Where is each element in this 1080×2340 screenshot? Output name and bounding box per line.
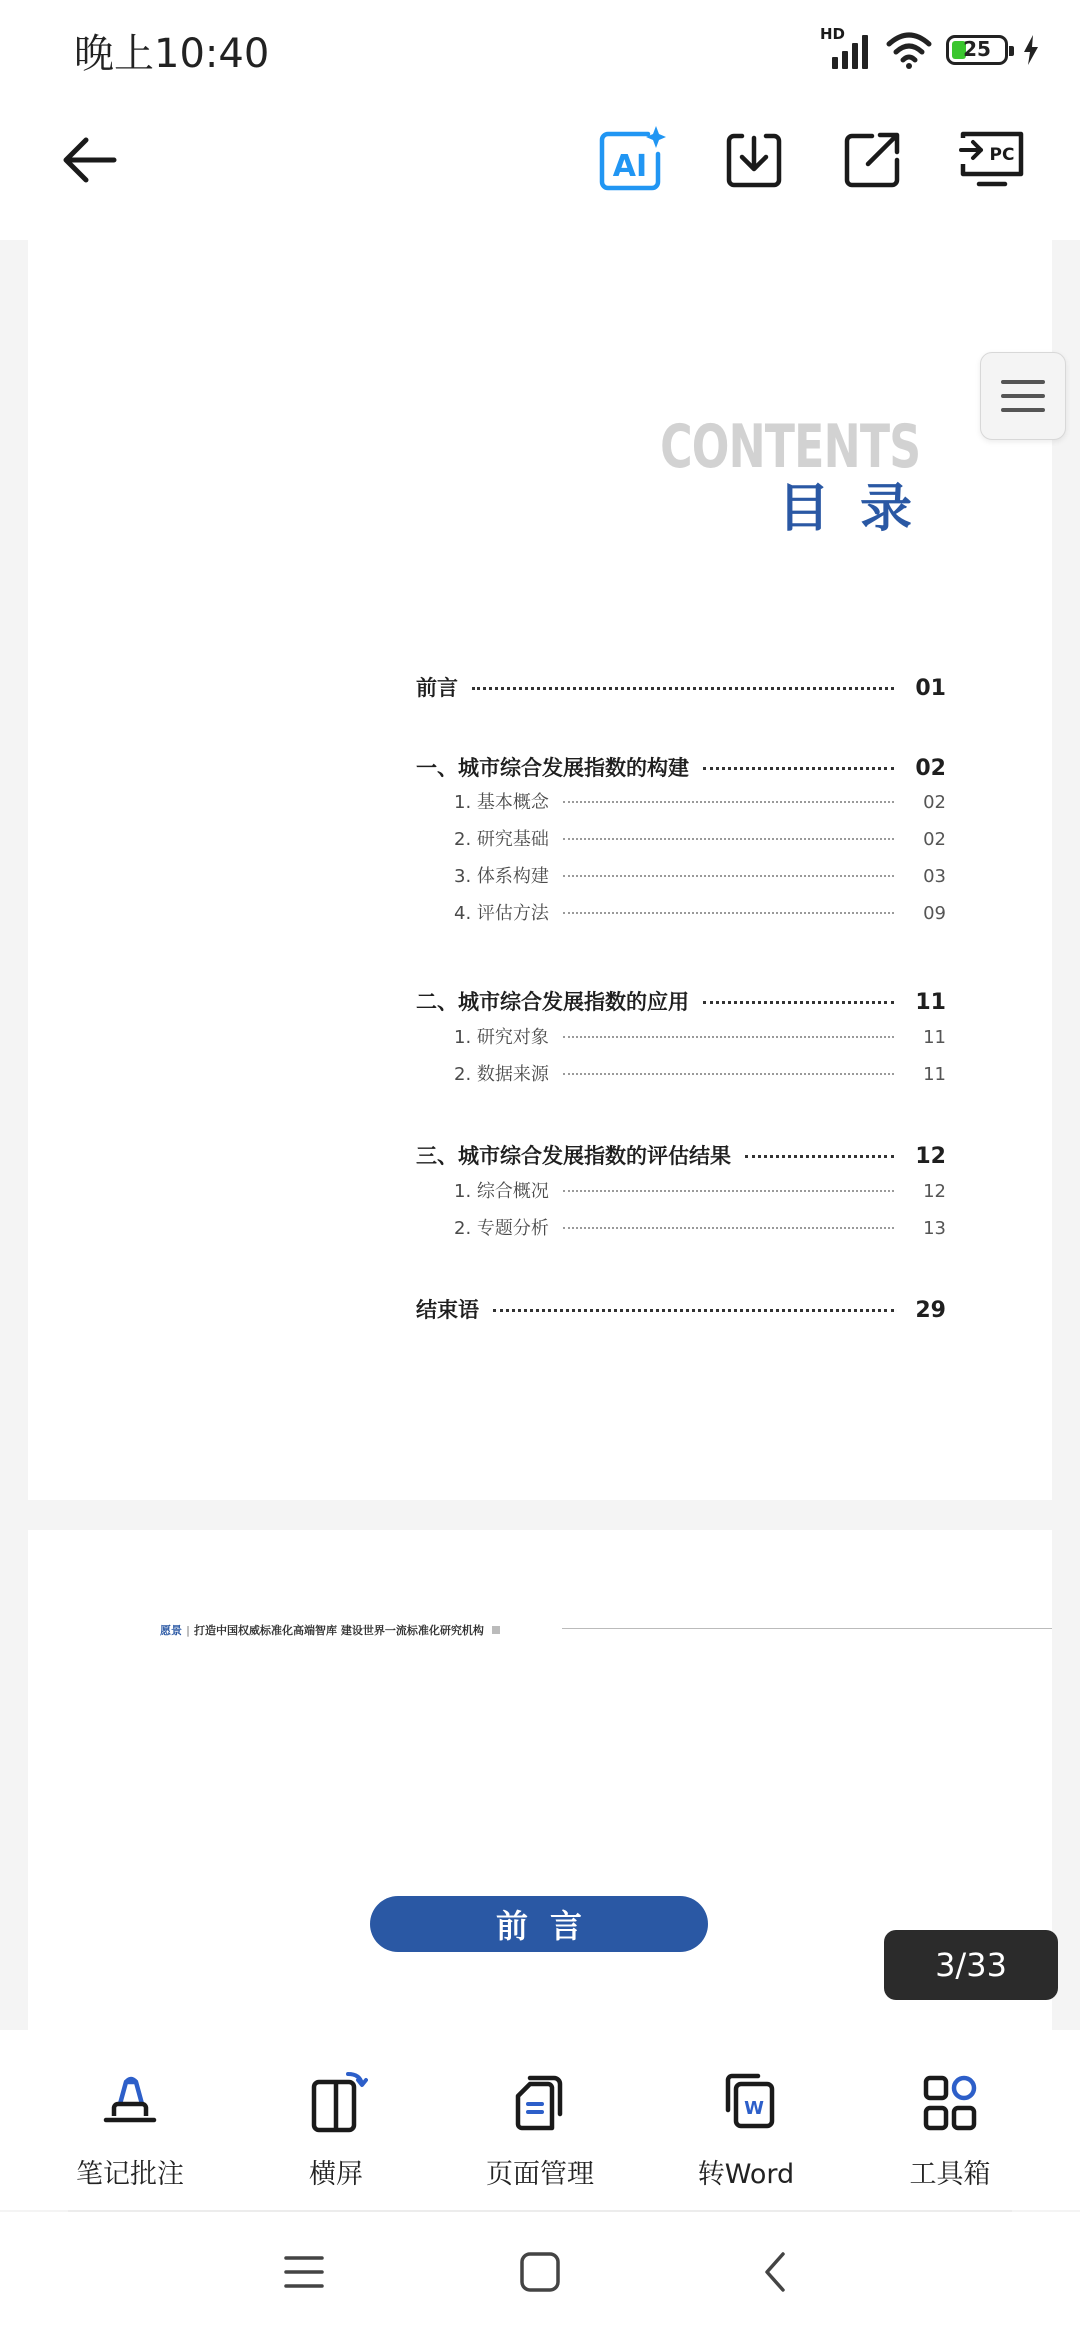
- toc-entry[interactable]: [416, 899, 946, 925]
- rotate-screen-icon: [304, 2070, 368, 2134]
- charging-icon: [1022, 35, 1040, 65]
- vision-tagline: [160, 1622, 500, 1638]
- ai-sparkle-icon: [598, 126, 666, 194]
- toc-entry-label: 1. 研究对象: [454, 1027, 549, 1048]
- toc-entry-label: 1. 综合概况: [454, 1181, 549, 1202]
- toc-entry-label: 2. 数据来源: [454, 1064, 549, 1085]
- toc-entry[interactable]: [416, 1214, 946, 1240]
- toc-entry[interactable]: [416, 862, 946, 888]
- toc-leader-dots: [563, 1035, 894, 1038]
- toc-entry-label: 结束语: [416, 1298, 479, 1322]
- toc-entry[interactable]: [416, 1140, 946, 1170]
- back-chevron-icon: [761, 2250, 791, 2294]
- toc-entry-page: 09: [923, 903, 946, 924]
- toc-entry-label: 三、城市综合发展指数的评估结果: [416, 1144, 731, 1168]
- toc-leader-dots: [493, 1308, 894, 1312]
- annotate-button[interactable]: [30, 2070, 230, 2200]
- download-button[interactable]: [718, 124, 790, 196]
- contents-heading-en: CONTENTS: [659, 412, 920, 482]
- landscape-button[interactable]: [236, 2070, 436, 2200]
- toc-entry[interactable]: [416, 752, 946, 782]
- tagline-separator: |: [186, 1623, 191, 1637]
- toc-entry-page: 11: [923, 1064, 946, 1085]
- toc-entry-label: 3. 体系构建: [454, 866, 549, 887]
- document-page-contents: [28, 240, 1052, 1500]
- battery-level: 25: [963, 37, 991, 61]
- document-viewer[interactable]: [0, 240, 1080, 2030]
- toc-entry[interactable]: [416, 1060, 946, 1086]
- page-manage-button[interactable]: [440, 2070, 640, 2200]
- toc-leader-dots: [703, 1000, 894, 1004]
- home-icon: [518, 2250, 562, 2294]
- toc-leader-dots: [563, 1072, 894, 1075]
- annotate-icon: [98, 2070, 162, 2134]
- toc-entry[interactable]: [416, 1023, 946, 1049]
- toc-entry-label: 一、城市综合发展指数的构建: [416, 756, 689, 780]
- annotate-label: 笔记批注: [76, 2159, 184, 2190]
- menu-lines-icon: [1001, 376, 1045, 416]
- top-toolbar: [0, 96, 1080, 240]
- tagline-marker: [492, 1626, 500, 1634]
- landscape-label: 横屏: [309, 2159, 363, 2190]
- toc-entry-label: 2. 研究基础: [454, 829, 549, 850]
- download-icon: [724, 130, 784, 190]
- toc-leader-dots: [563, 837, 894, 840]
- page-manage-icon: [508, 2070, 572, 2134]
- preface-title: 前言: [370, 1896, 708, 1952]
- toc-entry[interactable]: [416, 825, 946, 851]
- toc-entry-label: 二、城市综合发展指数的应用: [416, 990, 689, 1014]
- toc-entry-page: 11: [915, 990, 946, 1015]
- convert-word-icon: [714, 2070, 778, 2134]
- tagline-text: 打造中国权威标准化高端智库 建设世界一流标准化研究机构: [194, 1624, 484, 1637]
- back-button[interactable]: [52, 124, 124, 196]
- tagline-rule: [562, 1628, 1052, 1629]
- toc-entry[interactable]: [416, 1177, 946, 1203]
- word-badge: W: [744, 2098, 764, 2119]
- system-nav-bar: [0, 2212, 1080, 2340]
- convert-word-label: 转Word: [697, 2159, 795, 2190]
- toolbox-icon: [918, 2070, 982, 2134]
- status-time: 晚上10:40: [74, 31, 270, 77]
- toolbox-label: 工具箱: [909, 2159, 991, 2190]
- ai-label: AI: [612, 149, 648, 184]
- toc-leader-dots: [472, 686, 894, 690]
- toc-leader-dots: [563, 800, 894, 803]
- toc-entry[interactable]: [416, 788, 946, 814]
- recents-icon: [282, 2252, 326, 2292]
- nav-back-button[interactable]: [746, 2242, 806, 2302]
- toc-entry[interactable]: [416, 986, 946, 1016]
- toc-leader-dots: [563, 1189, 894, 1192]
- status-icons: [820, 25, 1040, 72]
- toc-leader-dots: [563, 911, 894, 914]
- cell-signal-icon: [820, 25, 872, 69]
- convert-word-button[interactable]: [646, 2070, 846, 2200]
- page-manage-label: 页面管理: [486, 2159, 594, 2190]
- status-bar: [0, 0, 1080, 96]
- toc-entry[interactable]: [416, 1294, 946, 1324]
- share-button[interactable]: [836, 124, 908, 196]
- pc-label: PC: [989, 145, 1015, 165]
- toc-entry-label: 1. 基本概念: [454, 792, 549, 813]
- toc-entry-page: 29: [915, 1298, 946, 1323]
- toc-entry-label: 4. 评估方法: [454, 903, 549, 924]
- arrow-left-icon: [58, 135, 118, 185]
- toc-entry-page: 13: [923, 1218, 946, 1239]
- toc-entry[interactable]: [416, 672, 946, 702]
- share-icon: [842, 130, 902, 190]
- ai-button[interactable]: [596, 124, 668, 196]
- wifi-icon: [886, 30, 932, 70]
- tagline-brand: 愿景: [160, 1624, 182, 1637]
- toc-entry-page: 02: [923, 792, 946, 813]
- toc-leader-dots: [745, 1154, 894, 1158]
- toc-entry-label: 前言: [416, 676, 458, 700]
- toc-entry-page: 02: [915, 756, 946, 781]
- toc-leader-dots: [703, 766, 894, 770]
- outline-menu-button[interactable]: [980, 352, 1066, 440]
- toc-entry-page: 11: [923, 1027, 946, 1048]
- pc-cast-icon: [959, 130, 1025, 190]
- page-indicator: 3/33: [884, 1930, 1058, 2000]
- toc-entry-page: 03: [923, 866, 946, 887]
- toc-entry-page: 02: [923, 829, 946, 850]
- home-button[interactable]: [510, 2242, 570, 2302]
- contents-heading-cn: 目 录: [777, 479, 918, 539]
- bottom-toolbar: [0, 2030, 1080, 2210]
- toolbox-button[interactable]: [850, 2070, 1050, 2200]
- toc-leader-dots: [563, 1226, 894, 1229]
- battery-icon: [946, 35, 1008, 65]
- toc-entry-page: 12: [915, 1144, 946, 1169]
- toc-entry-label: 2. 专题分析: [454, 1218, 549, 1239]
- pc-button[interactable]: [956, 124, 1028, 196]
- recents-button[interactable]: [274, 2242, 334, 2302]
- toc-entry-page: 01: [915, 676, 946, 701]
- network-label: HD: [820, 25, 846, 43]
- toc-entry-page: 12: [923, 1181, 946, 1202]
- toc-leader-dots: [563, 874, 894, 877]
